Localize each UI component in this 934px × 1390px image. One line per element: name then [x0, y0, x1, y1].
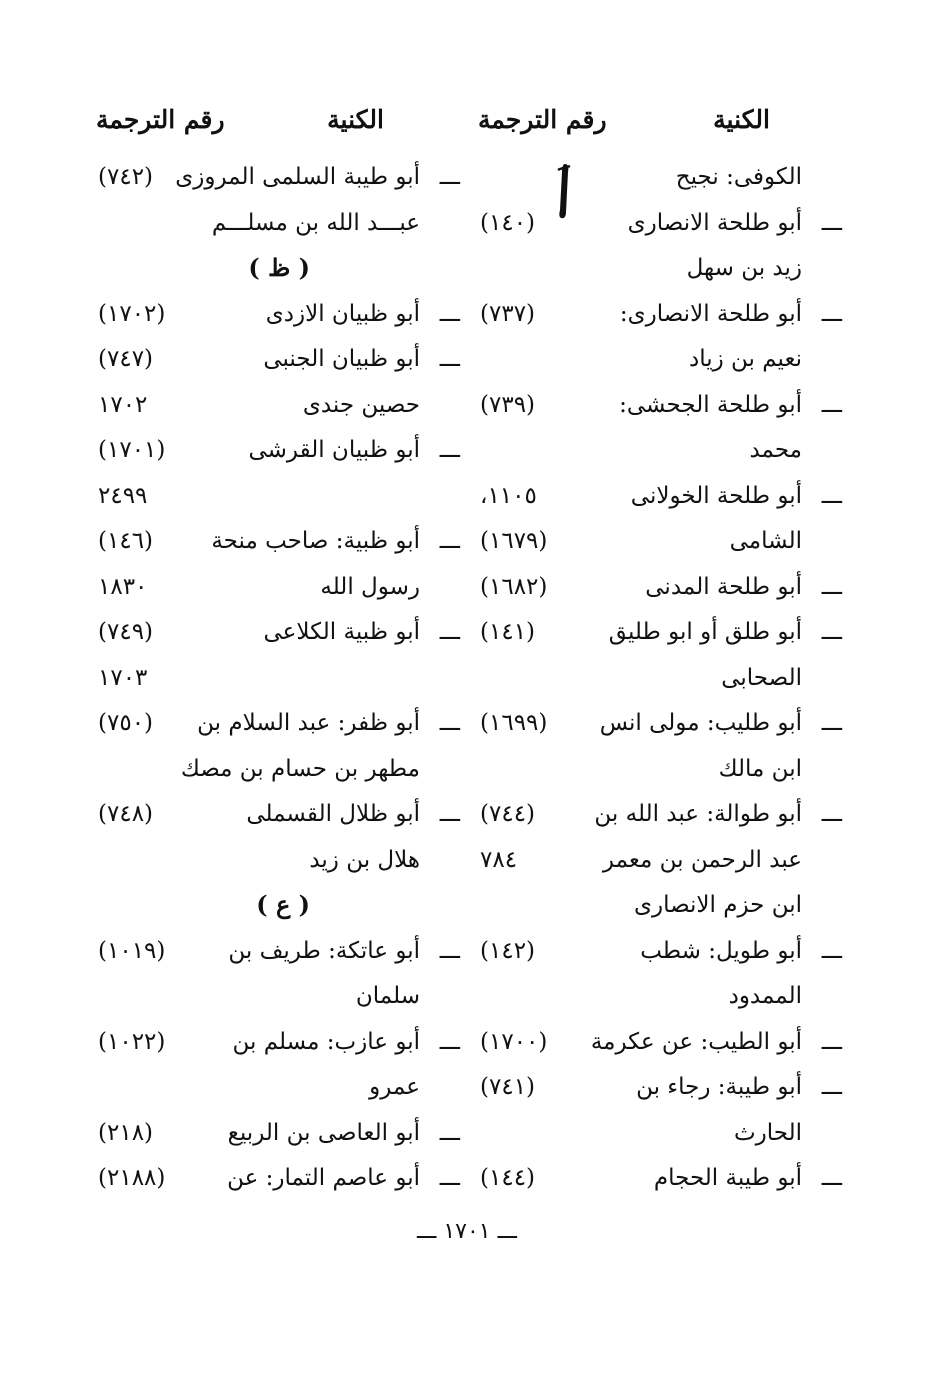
entry-row [470, 428, 842, 472]
entry-dash: ـــ [821, 937, 842, 964]
entry-row [470, 792, 842, 836]
entry-dash: ـــ [439, 1028, 460, 1055]
entry-dash: ـــ [439, 528, 460, 554]
section-letter-heading: ( ظ ) [248, 253, 310, 282]
entry-kunya: أبو طوالة: عبد الله بن [594, 801, 802, 827]
entry-row [470, 974, 842, 1018]
entry-row [88, 883, 460, 927]
entry-dash: ـــ [821, 209, 842, 236]
entry-number: ٧٨٤ [480, 846, 518, 873]
entry-number: ١٨٣٠ [98, 573, 148, 600]
entry-number: (٧٥٠) [98, 710, 154, 736]
entry-row [88, 701, 460, 745]
entry-row [88, 337, 460, 381]
entry-kunya: أبو عاتكة: طريف بن [228, 937, 420, 964]
entry-row [470, 292, 842, 336]
entry-row [470, 929, 842, 973]
entry-kunya: أبو الطيب: عن عكرمة [590, 1028, 802, 1055]
entry-row [470, 656, 842, 700]
entry-kunya: أبو طويل: شطب [640, 937, 802, 964]
entry-row [470, 474, 842, 518]
entry-number: (١٦٧٩) [480, 528, 548, 554]
entry-row [470, 838, 842, 882]
entry-kunya: هلال بن زيد [309, 846, 420, 873]
entry-kunya: أبو طلحة الجحشى: [619, 391, 802, 418]
entry-number: ١٧٠٢ [98, 391, 148, 418]
entry-row [88, 519, 460, 563]
entry-kunya: عبـــد الله بن مسلـــم [211, 209, 420, 236]
entry-number: (١٧٠٠) [480, 1028, 548, 1055]
entry-kunya: أبو طلحة الانصارى [627, 209, 802, 236]
entry-row [88, 1156, 460, 1200]
entry-number: (٧٤٧) [98, 346, 154, 372]
page-number: ـــ ١٧٠١ ـــ [417, 1219, 517, 1244]
entry-dash: ـــ [439, 1165, 460, 1191]
entry-dash: ـــ [439, 164, 460, 190]
entry-kunya: سلمان [355, 983, 420, 1009]
entry-number: ٢٤٩٩ [98, 482, 148, 509]
entry-row [88, 383, 460, 427]
entry-kunya: زيد بن سهل [686, 255, 802, 281]
entry-row [88, 747, 460, 791]
entry-kunya: نعيم بن زياد [688, 346, 802, 372]
entry-row [470, 565, 842, 609]
entry-kunya: أبو طيبة السلمى المروزى [175, 164, 420, 190]
entry-dash: ـــ [821, 1074, 842, 1100]
entry-row [88, 201, 460, 245]
entry-row [470, 337, 842, 381]
entry-row [470, 883, 842, 927]
section-letter-alif [552, 160, 576, 222]
left-column [88, 0, 460, 1390]
entry-kunya: أبو ظفر: عبد السلام بن [197, 710, 420, 736]
entry-kunya: أبو العاصى بن الربيع [227, 1119, 420, 1146]
entry-row [470, 747, 842, 791]
header-kunya: الكنية [713, 105, 770, 134]
entry-dash: ـــ [821, 710, 842, 736]
entry-dash: ـــ [439, 710, 460, 736]
entry-kunya: الممدود [728, 983, 802, 1009]
entry-row [470, 701, 842, 745]
entry-number: ١١٠٥، [480, 482, 537, 509]
entry-row [470, 155, 842, 199]
entry-row [88, 792, 460, 836]
entry-dash: ـــ [439, 1119, 460, 1146]
entry-number: (٢١٨) [98, 1119, 154, 1146]
entry-number: (٧٤٤) [480, 801, 536, 827]
entry-row [470, 1156, 842, 1200]
entry-row [88, 929, 460, 973]
entry-dash: ـــ [821, 801, 842, 827]
entry-number: (٧٣٧) [480, 300, 536, 327]
entry-dash: ـــ [821, 482, 842, 509]
entry-row [88, 838, 460, 882]
entry-number: (٧٤١) [480, 1074, 536, 1100]
entry-row [88, 610, 460, 654]
entry-dash: ـــ [439, 300, 460, 327]
entry-row [88, 565, 460, 609]
section-letter-heading: ( ع ) [256, 890, 310, 919]
entry-number: (١٦٨٢) [480, 573, 548, 600]
entry-number: ١٧٠٣ [98, 664, 148, 691]
entry-number: (٧٤٢) [98, 164, 154, 190]
entry-kunya: مطهر بن حسام بن مصك [180, 755, 420, 782]
entry-dash: ـــ [439, 437, 460, 463]
entry-kunya: أبو طليب: مولى انس [599, 710, 802, 736]
entry-row [88, 1111, 460, 1155]
header-entry-number: رقم الترجمة [96, 105, 225, 134]
entry-dash: ـــ [439, 619, 460, 645]
right-column [470, 0, 842, 1390]
entry-kunya: أبو طلق أو ابو طليق [608, 619, 802, 645]
entry-row [470, 246, 842, 290]
entry-kunya: الكوفى: نجيح [675, 164, 802, 190]
header-entry-number: رقم الترجمة [478, 105, 607, 134]
left-column-header [88, 98, 460, 142]
entry-kunya: ابن مالك [718, 755, 802, 782]
entry-kunya: محمد [749, 437, 802, 463]
entry-kunya: الصحابى [721, 664, 802, 691]
entry-kunya: عمرو [369, 1074, 420, 1100]
entry-kunya: حصين جندى [302, 391, 420, 418]
entry-kunya: أبو طلحة المدنى [645, 573, 802, 600]
entry-row [470, 610, 842, 654]
entry-row [470, 519, 842, 563]
entry-kunya: أبو طيبة الحجام [653, 1165, 802, 1191]
entry-row [88, 428, 460, 472]
entry-kunya: أبو عازب: مسلم بن [232, 1028, 420, 1055]
entry-kunya: أبو ظبية: صاحب منحة [211, 528, 420, 554]
entry-kunya: أبو طلحة الخولانى [630, 482, 802, 509]
entry-row [88, 1020, 460, 1064]
entry-kunya: عبد الرحمن بن معمر [602, 846, 802, 873]
entry-row [470, 1111, 842, 1155]
entry-row [88, 974, 460, 1018]
entry-kunya: الحارث [733, 1119, 802, 1146]
entry-kunya: أبو ظبية الكلاعى [263, 619, 420, 645]
entry-kunya: أبو عاصم التمار: عن [227, 1165, 420, 1191]
entry-kunya: رسول الله [320, 573, 420, 600]
entry-kunya: أبو ظلال القسملى [246, 801, 420, 827]
entry-number: (١٤١) [480, 619, 536, 645]
entry-number: (١٤٦) [98, 528, 154, 554]
entry-kunya: الشامى [729, 528, 802, 554]
entry-kunya: أبو طيبة: رجاء بن [636, 1074, 802, 1100]
entry-kunya: ابن حزم الانصارى [633, 892, 802, 918]
entry-number: (١٠١٩) [98, 937, 166, 964]
entry-row [470, 201, 842, 245]
entry-number: (٧٣٩) [480, 391, 536, 418]
entry-row [88, 1065, 460, 1109]
entry-number: (١٤٢) [480, 937, 536, 964]
entry-number: (١٦٩٩) [480, 710, 548, 736]
entry-kunya: أبو ظبيان الجنبى [263, 346, 420, 372]
entry-dash: ـــ [439, 346, 460, 372]
header-kunya: الكنية [327, 105, 384, 134]
entry-dash: ـــ [439, 801, 460, 827]
entry-row [470, 1065, 842, 1109]
entry-dash: ـــ [821, 300, 842, 327]
entry-number: (١٧٠١) [98, 437, 166, 463]
entry-number: (١٧٠٢) [98, 300, 166, 327]
entry-number: (١٤٠) [480, 209, 536, 236]
entry-number: (٧٤٨) [98, 801, 154, 827]
entry-row [88, 474, 460, 518]
entry-row [88, 155, 460, 199]
entry-number: (١٠٢٢) [98, 1028, 166, 1055]
entry-dash: ـــ [439, 937, 460, 964]
entry-row [470, 383, 842, 427]
entry-row [470, 1020, 842, 1064]
right-column-header [470, 98, 842, 142]
entry-row [88, 246, 460, 290]
entry-dash: ـــ [821, 1028, 842, 1055]
entry-kunya: أبو طلحة الانصارى: [619, 300, 802, 327]
entry-row [88, 292, 460, 336]
entry-dash: ـــ [821, 619, 842, 645]
entry-dash: ـــ [821, 1165, 842, 1191]
entry-number: (٧٤٩) [98, 619, 154, 645]
entry-dash: ـــ [821, 391, 842, 418]
entry-kunya: أبو ظبيان الازدى [265, 300, 420, 327]
entry-row [88, 656, 460, 700]
entry-dash: ـــ [821, 573, 842, 600]
entry-number: (١٤٤) [480, 1165, 536, 1191]
entry-kunya: أبو ظبيان القرشى [248, 437, 420, 463]
entry-number: (٢١٨٨) [98, 1165, 166, 1191]
